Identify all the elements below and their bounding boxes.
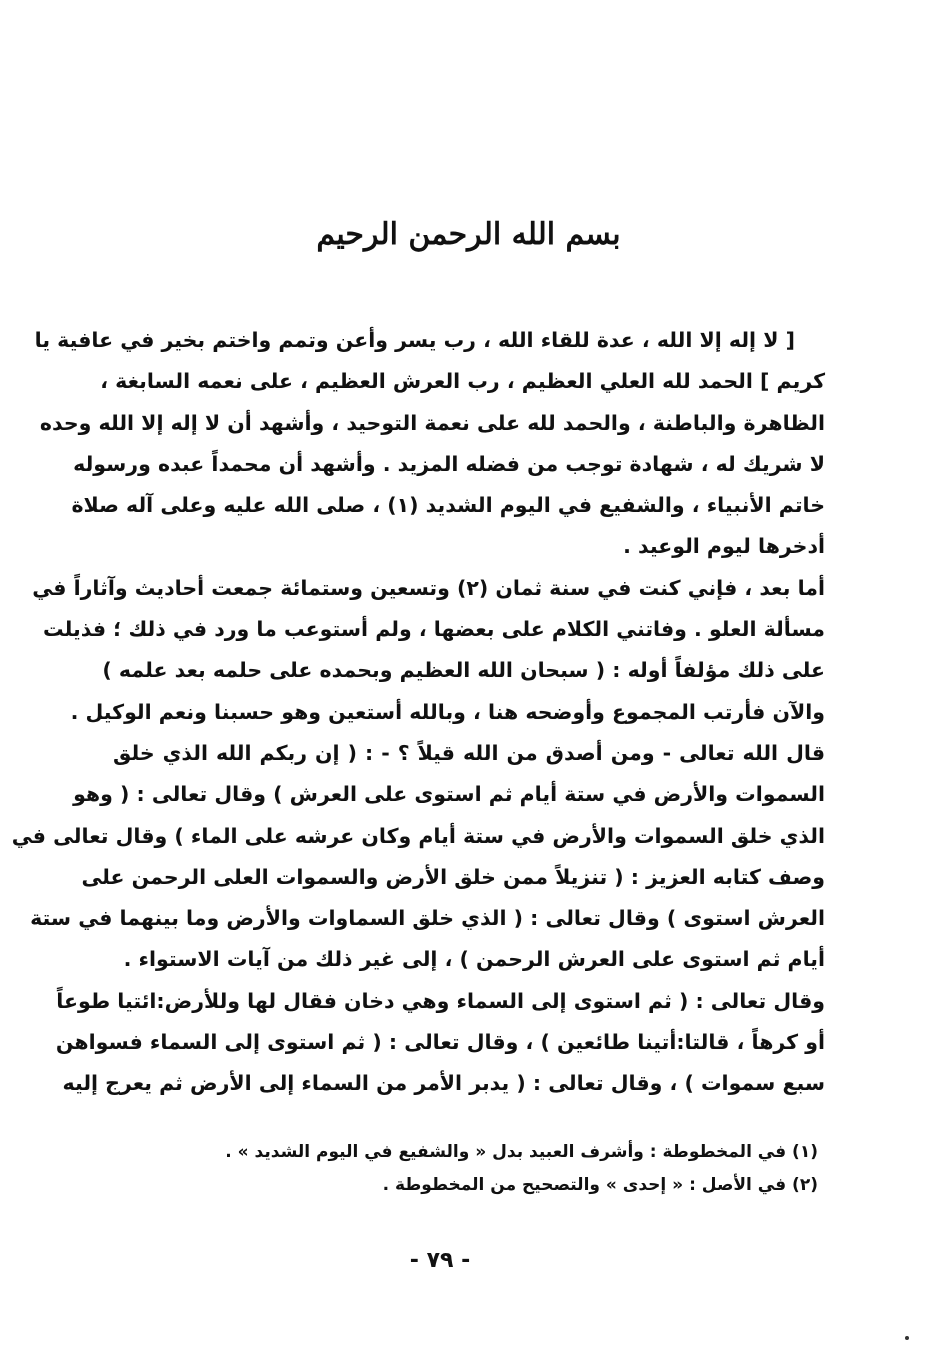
text-line: خاتم الأنبياء ، والشفيع في اليوم الشديد (١) ، صلى الله عليه وعلى آله صلاة <box>71 493 825 518</box>
text-line: السموات والأرض في ستة أيام ثم استوى على العرش ) وقال تعالى : ( وهو <box>73 782 825 807</box>
text-line: أدخرها ليوم الوعيد . <box>623 534 825 559</box>
text-line: [ لا إله إلا الله ، عدة للقاء الله ، رب يسر وأعن وتمم واختم بخير في عافية يا <box>34 328 795 352</box>
basmala-heading: بسم الله الرحمن الرحيم <box>316 217 621 252</box>
text-line: أما بعد ، فإني كنت في سنة ثمان (٢) وتسعين وستمائة جمعت أحاديث وآثاراً في <box>32 575 825 600</box>
text-line: كريم ] الحمد لله العلي العظيم ، رب العرش العظيم ، على نعمه السابغة ، <box>100 369 825 394</box>
text-line: والآن فأرتب المجموع وأوضحه هنا ، وبالله أستعين وهو حسبنا ونعم الوكيل . <box>70 699 825 724</box>
text-line: الظاهرة والباطنة ، والحمد لله على نعمة التوحيد ، وأشهد أن لا إله إلا الله وحده <box>39 410 825 435</box>
text-line: سبع سموات ) ، وقال تعالى : ( يدبر الأمر من السماء إلى الأرض ثم يعرج إليه <box>62 1071 825 1096</box>
page-number: - ٧٩ - <box>409 1248 471 1273</box>
text-line: قال الله تعالى - ومن أصدق من الله قيلاً ؟ - : ( إن ربكم الله الذي خلق <box>113 740 825 765</box>
text-line: أو كرهاً ، قالتا:أتينا طائعين ) ، وقال تعالى : ( ثم استوى إلى السماء فسواهن <box>55 1030 825 1055</box>
scan-speck <box>905 1336 909 1340</box>
text-line: على ذلك مؤلفاً أوله : ( سبحان الله العظيم وبحمده على حلمه بعد علمه ) <box>102 658 825 683</box>
text-line: الذي خلق السموات والأرض في ستة أيام وكان عرشه على الماء ) وقال تعالى في <box>11 823 825 848</box>
text-line: وقال تعالى : ( ثم استوى إلى السماء وهي دخان فقال لها وللأرض:ائتيا طوعاً <box>56 988 825 1013</box>
text-line: أيام ثم استوى على العرش الرحمن ) ، إلى غير ذلك من آيات الاستواء . <box>123 947 825 972</box>
text-line: العرش استوى ) وقال تعالى : ( الذي خلق السماوات والأرض وما بينهما في ستة <box>30 906 825 931</box>
text-line: وصف كتابه العزيز : ( تنزيلاً ممن خلق الأرض والسموات العلى الرحمن على <box>81 864 825 889</box>
footnote-1: (١) في المخطوطة : وأشرف العبيد بدل « والشفيع في اليوم الشديد » . <box>225 1142 818 1162</box>
footnotes <box>225 1136 818 1202</box>
main-text <box>11 320 825 1105</box>
text-line: مسألة العلو . وفاتني الكلام على بعضها ، ولم أستوعب ما ورد في ذلك ؛ فذيلت <box>42 617 825 642</box>
text-line: لا شريك له ، شهادة توجب من فضله المزيد . وأشهد أن محمداً عبده ورسوله <box>73 451 825 476</box>
footnote-2: (٢) في الأصل : « إحدى » والتصحيح من المخطوطة . <box>382 1175 818 1195</box>
